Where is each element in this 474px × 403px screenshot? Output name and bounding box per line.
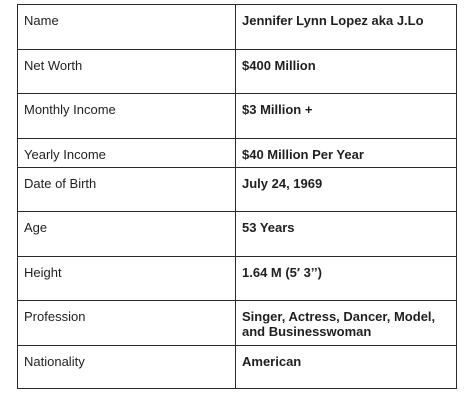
row-label-height: Height	[18, 257, 236, 301]
table-row	[18, 168, 457, 212]
row-value-yearly-income: $40 Million Per Year	[236, 139, 457, 168]
table-row	[18, 301, 457, 346]
row-value-name: Jennifer Lynn Lopez aka J.Lo	[236, 5, 457, 50]
row-value-net-worth: $400 Million	[236, 50, 457, 94]
table-row	[18, 212, 457, 257]
table-row	[18, 94, 457, 139]
row-label-yearly-income: Yearly Income	[18, 139, 236, 168]
profile-info-table	[17, 4, 457, 389]
table-row	[18, 5, 457, 50]
row-value-nationality: American	[236, 346, 457, 389]
table-row	[18, 50, 457, 94]
row-label-name: Name	[18, 5, 236, 50]
table-row	[18, 139, 457, 168]
row-label-profession: Profession	[18, 301, 236, 346]
row-value-profession: Singer, Actress, Dancer, Model, and Businesswoman	[236, 301, 457, 346]
table-row	[18, 346, 457, 389]
row-value-date-of-birth: July 24, 1969	[236, 168, 457, 212]
row-label-monthly-income: Monthly Income	[18, 94, 236, 139]
row-label-nationality: Nationality	[18, 346, 236, 389]
row-value-age: 53 Years	[236, 212, 457, 257]
row-label-net-worth: Net Worth	[18, 50, 236, 94]
table-row	[18, 257, 457, 301]
row-value-monthly-income: $3 Million +	[236, 94, 457, 139]
row-label-age: Age	[18, 212, 236, 257]
row-label-date-of-birth: Date of Birth	[18, 168, 236, 212]
row-value-height: 1.64 M (5′ 3’’)	[236, 257, 457, 301]
